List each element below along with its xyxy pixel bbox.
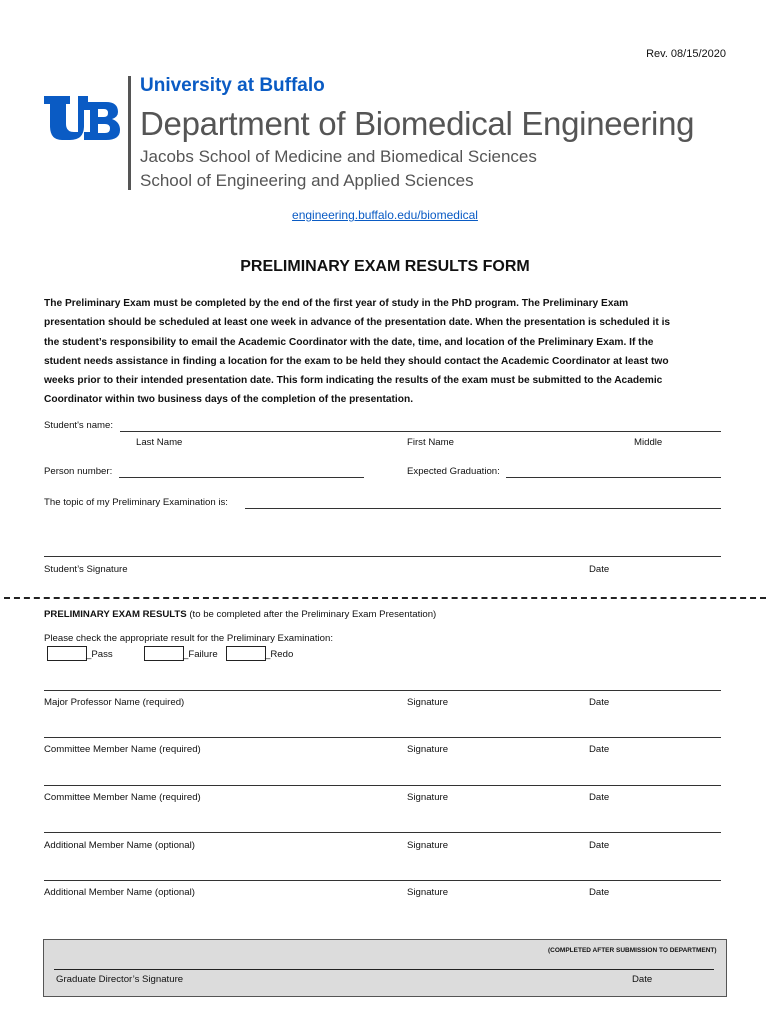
- results-heading: [44, 609, 436, 620]
- date-label: Date: [589, 792, 610, 803]
- failure-checkbox[interactable]: [144, 646, 184, 661]
- committee-member-line[interactable]: [44, 785, 721, 786]
- expected-graduation-label: Expected Graduation:: [407, 466, 500, 477]
- ub-logo-icon: [44, 96, 120, 140]
- instructions-line: the student’s responsibility to email the Academic Coordinator with the date, time, and location of the Preliminary Exam. If the: [44, 336, 654, 348]
- header-divider: [128, 76, 131, 190]
- instructions-line: presentation should be scheduled at least one week in advance of the presentation date. When the presentation is scheduled it is: [44, 317, 671, 329]
- instructions-line: The Preliminary Exam must be completed by the end of the first year of study in the PhD program. The Preliminary Exam: [44, 298, 629, 309]
- results-heading-bold: PRELIMINARY EXAM RESULTS: [44, 609, 187, 620]
- results-heading-note: (to be completed after the Preliminary Exam Presentation): [186, 609, 437, 620]
- redo-checkbox[interactable]: [226, 646, 266, 661]
- school-name-2: School of Engineering and Applied Sciences: [140, 171, 474, 190]
- last-name-label: Last Name: [136, 437, 183, 448]
- failure-label: _Failure: [183, 649, 218, 660]
- additional-member-line[interactable]: [44, 880, 721, 881]
- signature-label: Signature: [407, 697, 449, 708]
- university-name: University at Buffalo: [140, 75, 325, 96]
- instructions-line: student needs assistance in finding a location for the exam to be held they should contact the Academic Coordinator at least two: [44, 355, 669, 367]
- member-name-label: Additional Member Name (optional): [44, 840, 195, 851]
- school-name-1: Jacobs School of Medicine and Biomedical Sciences: [140, 147, 537, 166]
- revision-date: Rev. 08/15/2020: [646, 48, 726, 60]
- member-name-label: Major Professor Name (required): [44, 697, 185, 708]
- member-name-label: Committee Member Name (required): [44, 744, 201, 755]
- director-signature-field[interactable]: [54, 969, 714, 970]
- director-signature-label: Graduate Director’s Signature: [56, 974, 184, 985]
- instructions-line: Coordinator within two business days of the completion of the presentation.: [44, 394, 414, 406]
- major-professor-line[interactable]: [44, 690, 721, 691]
- students-name-label: Student's name:: [44, 420, 114, 431]
- department-note: (COMPLETED AFTER SUBMISSION TO DEPARTMENT): [548, 947, 717, 954]
- department-url-link[interactable]: engineering.buffalo.edu/biomedical: [292, 208, 478, 222]
- first-name-label: First Name: [407, 437, 454, 448]
- topic-label: The topic of my Preliminary Examination is:: [44, 497, 228, 508]
- pass-label: _Pass: [86, 649, 113, 660]
- instructions-line: weeks prior to their intended presentation date. This form indicating the results of the exam must be submitted to the Academic: [44, 375, 663, 387]
- student-date-label: Date: [589, 564, 610, 575]
- date-label: Date: [589, 887, 610, 898]
- student-signature-field[interactable]: [44, 556, 721, 557]
- date-label: Date: [589, 840, 610, 851]
- student-signature-label: Student’s Signature: [44, 564, 128, 575]
- signature-label: Signature: [407, 744, 449, 755]
- additional-member-line[interactable]: [44, 832, 721, 833]
- middle-name-label: Middle: [634, 437, 663, 448]
- director-date-label: Date: [632, 974, 653, 985]
- department-name: Department of Biomedical Engineering: [140, 105, 695, 142]
- form-title: PRELIMINARY EXAM RESULTS FORM: [240, 258, 530, 275]
- member-name-label: Additional Member Name (optional): [44, 887, 195, 898]
- instructions-paragraph: [44, 294, 729, 410]
- committee-member-line[interactable]: [44, 737, 721, 738]
- signature-label: Signature: [407, 792, 449, 803]
- date-label: Date: [589, 744, 610, 755]
- dashed-cut-line: [4, 597, 766, 599]
- signature-label: Signature: [407, 887, 449, 898]
- person-number-label: Person number:: [44, 466, 113, 477]
- signature-label: Signature: [407, 840, 449, 851]
- redo-label: _Redo: [265, 649, 294, 660]
- topic-field[interactable]: [245, 508, 721, 509]
- member-name-label: Committee Member Name (required): [44, 792, 201, 803]
- person-number-field[interactable]: [119, 477, 364, 478]
- students-name-field[interactable]: [120, 431, 721, 432]
- check-instruction: Please check the appropriate result for the Preliminary Examination:: [44, 633, 334, 644]
- date-label: Date: [589, 697, 610, 708]
- pass-checkbox[interactable]: [47, 646, 87, 661]
- expected-graduation-field[interactable]: [506, 477, 721, 478]
